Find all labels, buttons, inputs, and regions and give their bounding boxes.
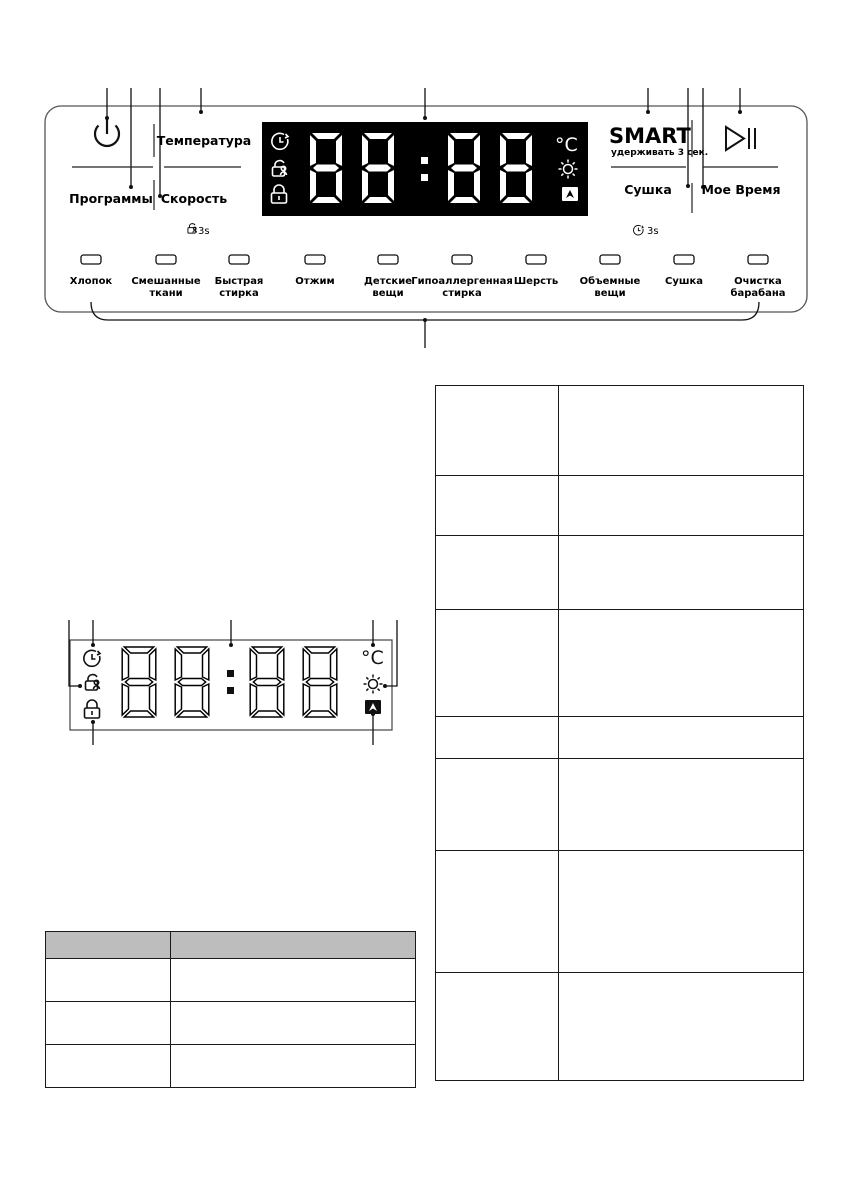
colon-dot	[227, 670, 234, 677]
program-button[interactable]	[378, 255, 398, 264]
detail-digit-2	[175, 647, 209, 717]
program-button[interactable]	[305, 255, 325, 264]
program-button[interactable]	[674, 255, 694, 264]
my-time-label[interactable]: Мое Время	[701, 182, 781, 197]
child-lock-icon	[188, 224, 197, 234]
auto-icon	[365, 700, 381, 714]
table-header-row	[46, 932, 416, 959]
auto-icon	[562, 187, 578, 201]
door-lock-icon	[85, 700, 100, 718]
program-label: вещи	[594, 288, 626, 299]
smart-logo[interactable]: SMART	[609, 124, 691, 148]
table-row	[436, 476, 804, 536]
programs-brace	[91, 302, 759, 320]
colon-dot	[227, 687, 234, 694]
program-label: Очистка	[734, 276, 782, 287]
large-table	[435, 385, 804, 1081]
program-label: Хлопок	[69, 276, 113, 287]
colon-dot	[421, 157, 428, 164]
smart-hint: удерживать 3 сек.	[611, 148, 709, 158]
program-labels	[70, 275, 786, 299]
program-label: Объемные	[579, 276, 641, 287]
program-label: стирка	[219, 288, 259, 299]
program-label: Гипоаллергенная	[411, 276, 513, 287]
program-button[interactable]	[452, 255, 472, 264]
control-panel	[45, 88, 807, 348]
table-row	[46, 959, 416, 1002]
delay-hold-label: 3s	[647, 226, 659, 237]
program-button[interactable]	[229, 255, 249, 264]
callout-dot	[423, 318, 427, 322]
program-label: барабана	[730, 288, 786, 299]
program-label: Быстрая	[214, 276, 264, 287]
celsius-icon: °C	[361, 647, 384, 669]
program-label: стирка	[442, 288, 482, 299]
temperature-label[interactable]: Температура	[156, 133, 252, 148]
table-row	[436, 973, 804, 1081]
play-pause-icon[interactable]	[726, 127, 755, 150]
program-button[interactable]	[526, 255, 546, 264]
clock-delay-icon	[634, 225, 644, 235]
display-outline	[70, 640, 392, 730]
table-row	[46, 1002, 416, 1045]
detail-digit-3	[250, 647, 284, 717]
table-header-cell	[171, 932, 416, 959]
small-table	[45, 931, 416, 1088]
table-row	[436, 717, 804, 759]
lock-hold-label: 3s	[198, 226, 210, 237]
program-label: вещи	[372, 288, 404, 299]
program-label: Шерсть	[513, 276, 559, 287]
program-button[interactable]	[156, 255, 176, 264]
table-row	[436, 386, 804, 476]
drying-label[interactable]: Сушка	[624, 182, 672, 197]
table-header-cell	[46, 932, 171, 959]
detail-callout-lines	[69, 620, 397, 745]
program-button[interactable]	[600, 255, 620, 264]
child-lock-icon	[86, 675, 100, 690]
detail-digit-1	[122, 647, 156, 717]
program-buttons	[81, 255, 768, 264]
table-row	[436, 610, 804, 717]
program-label: Отжим	[295, 276, 335, 287]
table-row	[46, 1045, 416, 1088]
detail-digit-4	[303, 647, 337, 717]
speed-label[interactable]: Скорость	[160, 191, 228, 206]
program-button[interactable]	[748, 255, 768, 264]
sun-icon	[364, 675, 383, 694]
colon-dot	[421, 174, 428, 181]
program-label: Сушка	[664, 276, 704, 287]
table-row	[436, 851, 804, 973]
programs-label: Программы	[69, 191, 153, 206]
clock-delay-icon	[84, 650, 100, 666]
program-label: ткани	[149, 288, 183, 299]
program-label: Детские	[364, 276, 412, 287]
table-row	[436, 759, 804, 851]
program-button[interactable]	[81, 255, 101, 264]
celsius-icon: °C	[555, 134, 578, 156]
program-label: Смешанные	[131, 276, 201, 287]
display-detail	[69, 620, 397, 745]
power-icon[interactable]	[95, 119, 119, 146]
table-row	[436, 536, 804, 610]
